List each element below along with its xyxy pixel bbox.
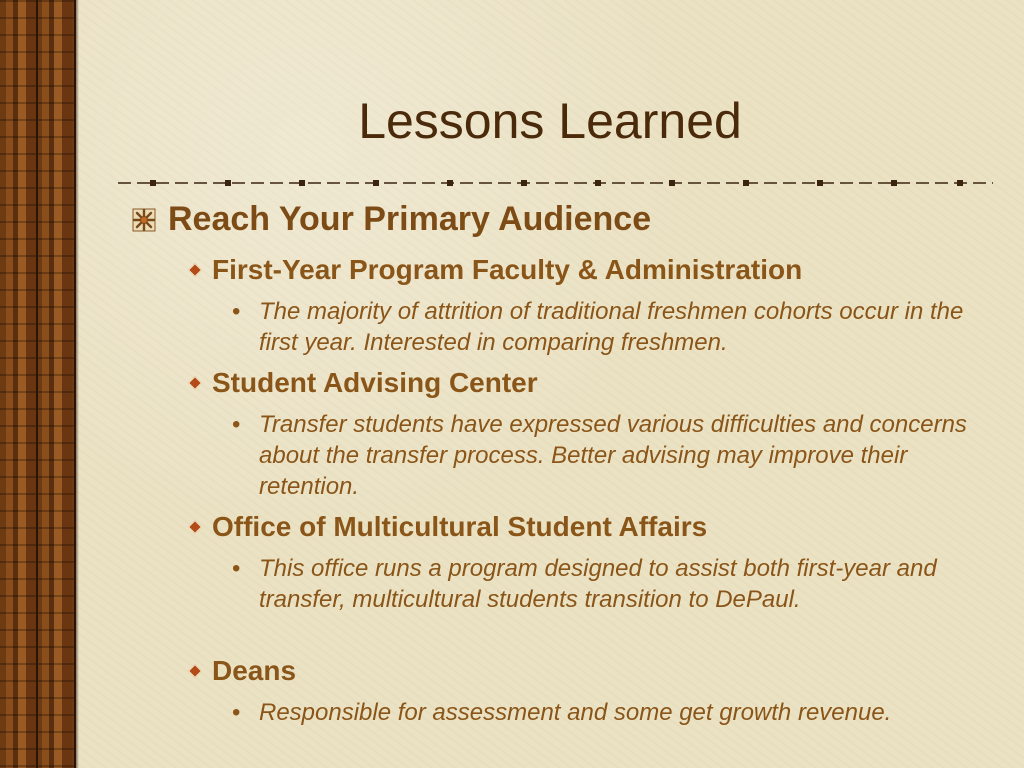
main-point xyxy=(130,200,651,239)
audience-detail-text: Transfer students have expressed various difficulties and concerns about the transfer process. Better advising may improve their retention. xyxy=(259,411,967,500)
audience-detail xyxy=(232,697,982,728)
audience-label: Student Advising Center xyxy=(212,367,538,398)
audience-label: First-Year Program Faculty & Administration xyxy=(212,254,803,285)
bullet-dot: • xyxy=(232,411,241,438)
diamond-icon xyxy=(188,664,202,678)
star-ornament-icon xyxy=(130,206,158,234)
audience-detail xyxy=(232,553,982,615)
slide-title: Lessons Learned xyxy=(358,93,742,149)
bullet-dot: • xyxy=(232,298,241,325)
diamond-icon xyxy=(188,376,202,390)
audience-detail-text: Responsible for assessment and some get growth revenue. xyxy=(259,699,892,726)
audience-detail-text: The majority of attrition of traditional freshmen cohorts occur in the first year. Interested in comparing freshmen. xyxy=(259,298,964,356)
wood-border xyxy=(0,0,76,768)
audience-heading xyxy=(190,511,707,543)
audience-detail-text: This office runs a program designed to assist both first-year and transfer, multicultural students transition to DePaul. xyxy=(259,555,937,613)
diamond-icon xyxy=(188,520,202,534)
decorative-rule xyxy=(118,176,993,190)
audience-heading xyxy=(190,254,802,286)
diamond-icon xyxy=(188,263,202,277)
audience-label: Deans xyxy=(212,655,297,686)
bullet-dot: • xyxy=(232,555,241,582)
main-point-text: Reach Your Primary Audience xyxy=(168,200,652,238)
audience-detail xyxy=(232,409,982,502)
audience-heading xyxy=(190,367,538,399)
audience-heading xyxy=(190,655,296,687)
audience-label: Office of Multicultural Student Affairs xyxy=(212,511,708,542)
wood-divider xyxy=(36,0,38,768)
wood-edge-shadow xyxy=(76,0,79,768)
audience-detail xyxy=(232,296,982,358)
bullet-dot: • xyxy=(232,699,241,726)
